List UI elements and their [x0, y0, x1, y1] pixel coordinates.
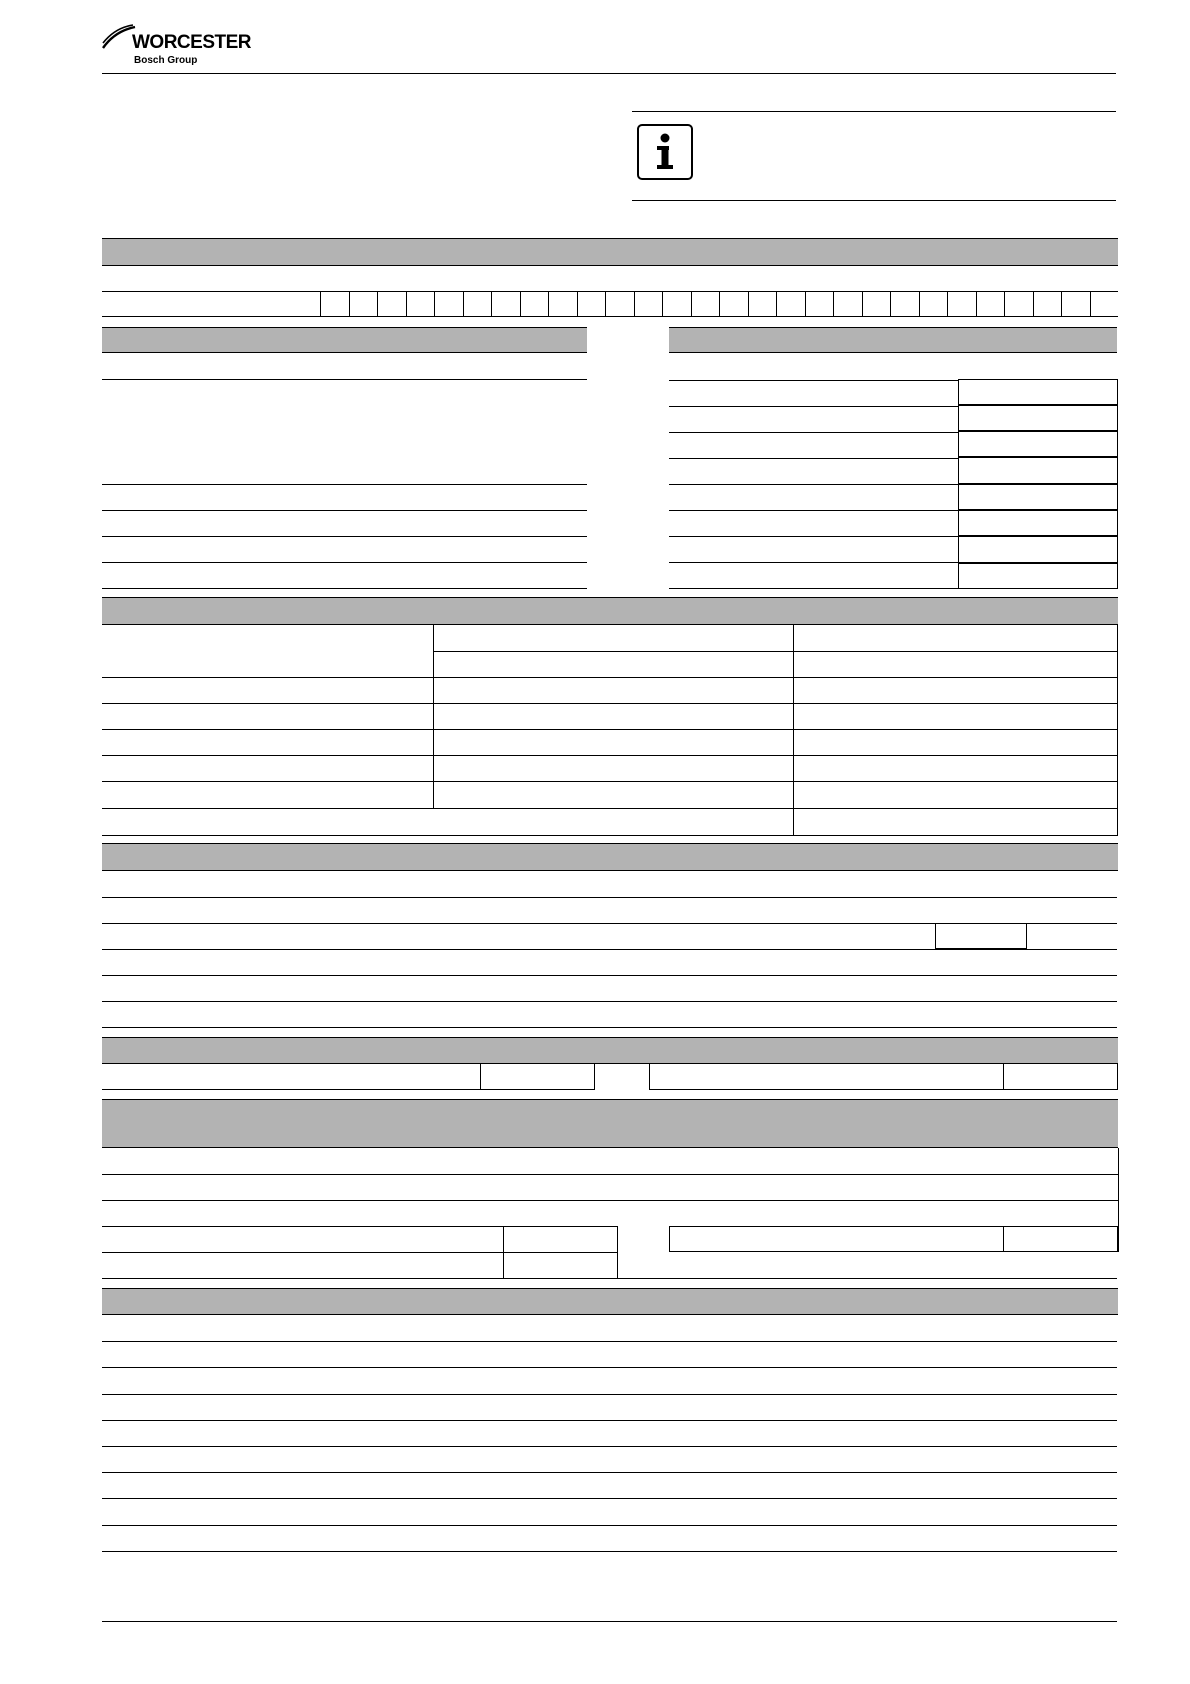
- s5-right-edge: [1118, 1148, 1119, 1252]
- serial-digit-cell[interactable]: [1004, 291, 1005, 316]
- s3-row-4: [102, 975, 1117, 976]
- s5-row-3: [102, 1226, 506, 1227]
- serial-digit-cell[interactable]: [833, 291, 834, 316]
- serial-digit-cell[interactable]: [805, 291, 806, 316]
- right-row-6: [669, 510, 958, 511]
- right-row-8: [669, 562, 958, 563]
- right-field-3[interactable]: [958, 431, 1118, 457]
- serial-row-bottom: [102, 316, 1118, 317]
- serial-number-cells[interactable]: [320, 291, 1118, 316]
- s5-right-top: [669, 1226, 1004, 1227]
- left-row-3: [102, 510, 587, 511]
- serial-digit-cell[interactable]: [919, 291, 920, 316]
- s5-row-2: [102, 1200, 1118, 1201]
- serial-digit-cell[interactable]: [1033, 291, 1034, 316]
- serial-digit-cell[interactable]: [776, 291, 777, 316]
- address-field[interactable]: [102, 380, 587, 484]
- s4-right-bottom: [649, 1089, 1003, 1090]
- notes-line[interactable]: [102, 1446, 1117, 1447]
- serial-digit-cell[interactable]: [548, 291, 549, 316]
- notes-line[interactable]: [102, 1498, 1117, 1499]
- section-band-5: [102, 1099, 1118, 1148]
- s5-row-5: [102, 1278, 1117, 1279]
- table-row-8: [102, 835, 1117, 836]
- table-right-edge: [1117, 625, 1118, 836]
- table-row-2: [102, 677, 1117, 678]
- s5-row-4: [102, 1252, 506, 1253]
- serial-digit-cell[interactable]: [1061, 291, 1062, 316]
- s4-field-right[interactable]: [1003, 1063, 1118, 1090]
- s4-field-left[interactable]: [480, 1063, 595, 1090]
- s5-right-start: [669, 1226, 670, 1252]
- right-field-1[interactable]: [958, 379, 1118, 405]
- notes-line[interactable]: [102, 1551, 1117, 1552]
- section-band-4: [102, 1037, 1118, 1064]
- serial-digit-cell[interactable]: [491, 291, 492, 316]
- brand-group: Bosch Group: [134, 55, 198, 66]
- table-row-7: [102, 808, 1117, 809]
- serial-digit-cell[interactable]: [691, 291, 692, 316]
- s5-right-bottom: [669, 1251, 1004, 1252]
- table-row-5: [102, 755, 1117, 756]
- s3-row-1: [102, 897, 1117, 898]
- s3-row-3: [102, 949, 1117, 950]
- right-field-6[interactable]: [958, 510, 1118, 536]
- worcester-swoosh-logo-icon: [102, 24, 136, 50]
- info-icon: [637, 124, 693, 180]
- info-box-bottom-rule: [632, 200, 1116, 201]
- section-band-3: [102, 843, 1118, 871]
- section-band-1: [102, 238, 1118, 266]
- notes-line[interactable]: [102, 1525, 1117, 1526]
- s4-right-start: [649, 1064, 650, 1090]
- serial-digit-cell[interactable]: [577, 291, 578, 316]
- right-row-1: [669, 380, 958, 381]
- right-field-4[interactable]: [958, 457, 1118, 484]
- right-field-7[interactable]: [958, 536, 1118, 563]
- serial-digit-cell[interactable]: [947, 291, 948, 316]
- serial-digit-cell[interactable]: [748, 291, 749, 316]
- right-row-9: [669, 588, 958, 589]
- s3-row-5: [102, 1001, 1117, 1002]
- header-rule: [102, 73, 1116, 74]
- table-row-1: [434, 651, 1117, 652]
- serial-digit-cell[interactable]: [406, 291, 407, 316]
- table-col-divider-2: [793, 625, 794, 836]
- section-band-right: [669, 327, 1117, 353]
- left-row-4: [102, 536, 587, 537]
- serial-digit-cell[interactable]: [434, 291, 435, 316]
- serial-digit-cell[interactable]: [719, 291, 720, 316]
- s3-inline-field[interactable]: [935, 923, 1027, 949]
- s5-field-left-2[interactable]: [503, 1252, 618, 1279]
- notes-line[interactable]: [102, 1472, 1117, 1473]
- right-row-4: [669, 458, 958, 459]
- notes-line[interactable]: [102, 1367, 1117, 1368]
- right-field-2[interactable]: [958, 405, 1118, 431]
- serial-digit-cell[interactable]: [862, 291, 863, 316]
- info-box-top-rule: [632, 111, 1116, 112]
- serial-digit-cell[interactable]: [520, 291, 521, 316]
- serial-digit-cell[interactable]: [662, 291, 663, 316]
- right-row-3: [669, 432, 958, 433]
- left-row-6: [102, 588, 587, 589]
- section-band-6: [102, 1288, 1118, 1315]
- section-band-left: [102, 327, 587, 353]
- brand-logo: [102, 24, 251, 68]
- left-row-2: [102, 484, 587, 485]
- notes-line[interactable]: [102, 1420, 1117, 1421]
- table-row-4: [102, 729, 1117, 730]
- serial-digit-cell[interactable]: [463, 291, 464, 316]
- s5-row-1: [102, 1174, 1118, 1175]
- left-row-5: [102, 562, 587, 563]
- section-band-2: [102, 597, 1118, 625]
- footer-rule: [102, 1621, 1117, 1622]
- right-row-2: [669, 406, 958, 407]
- serial-digit-cell[interactable]: [976, 291, 977, 316]
- serial-digit-cell[interactable]: [349, 291, 350, 316]
- serial-digit-cell[interactable]: [377, 291, 378, 316]
- table-row-3: [102, 703, 1117, 704]
- serial-digit-cell[interactable]: [1090, 291, 1091, 316]
- table-row-6: [102, 781, 1117, 782]
- right-row-5: [669, 484, 958, 485]
- serial-digit-cell[interactable]: [605, 291, 606, 316]
- right-row-7: [669, 536, 958, 537]
- s4-left-bottom: [102, 1089, 480, 1090]
- serial-digit-cell[interactable]: [320, 291, 321, 316]
- s5-field-left-1[interactable]: [503, 1226, 618, 1253]
- right-field-8[interactable]: [958, 563, 1118, 589]
- notes-lines[interactable]: [102, 1315, 1117, 1555]
- brand-name: WORCESTER: [132, 32, 251, 53]
- notes-line[interactable]: [102, 1394, 1117, 1395]
- serial-digit-cell[interactable]: [890, 291, 891, 316]
- s5-field-right[interactable]: [1003, 1226, 1118, 1252]
- s3-row-6: [102, 1027, 1117, 1028]
- right-field-5[interactable]: [958, 484, 1118, 510]
- notes-line[interactable]: [102, 1341, 1117, 1342]
- serial-digit-cell[interactable]: [634, 291, 635, 316]
